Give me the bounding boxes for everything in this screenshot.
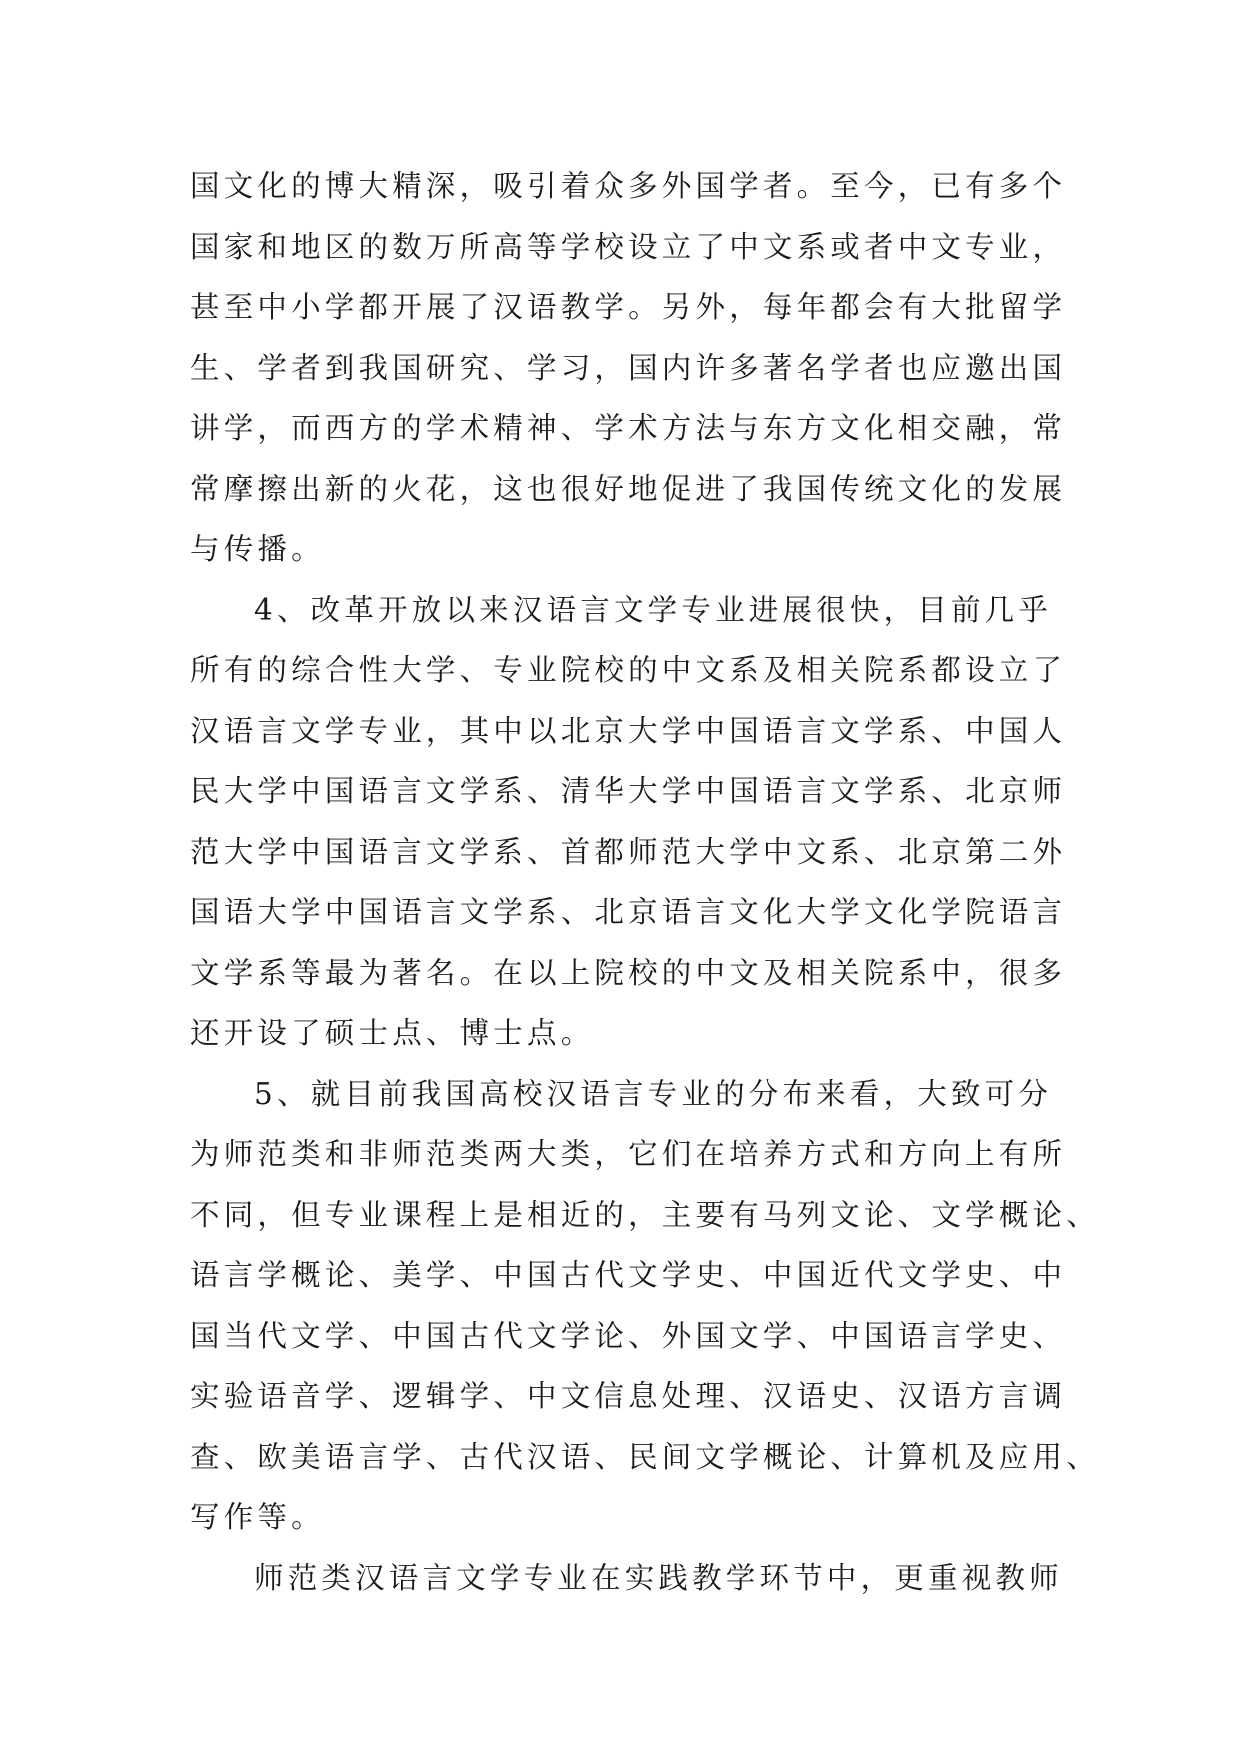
- text-line: 实验语音学、逻辑学、中文信息处理、汉语史、汉语方言调: [190, 1379, 1067, 1413]
- paragraph-first-line: 5、就目前我国高校汉语言专业的分布来看，大致可分: [254, 1076, 1053, 1111]
- text-line: 所有的综合性大学、专业院校的中文系及相关院系都设立了: [190, 653, 1067, 687]
- text-line: 常摩擦出新的火花，这也很好地促进了我国传统文化的发展: [190, 471, 1067, 506]
- text-line: 写作等。: [190, 1500, 325, 1534]
- text-line: 汉语言文学专业，其中以北京大学中国语言文学系、中国人: [190, 713, 1067, 748]
- text-line: 查、欧美语言学、古代汉语、民间文学概论、计算机及应用、: [190, 1439, 1100, 1474]
- text-line: 国当代文学、中国古代文学论、外国文学、中国语言学史、: [190, 1318, 1067, 1353]
- text-line: 文学系等最为著名。在以上院校的中文及相关院系中，很多: [190, 955, 1067, 990]
- text-line: 还开设了硕士点、博士点。: [190, 1016, 595, 1050]
- text-line: 语言学概论、美学、中国古代文学史、中国近代文学史、中: [190, 1258, 1067, 1292]
- text-line: 讲学，而西方的学术精神、学术方法与东方文化相交融，常: [190, 411, 1067, 445]
- text-line: 不同，但专业课程上是相近的，主要有马列文论、文学概论、: [190, 1197, 1100, 1232]
- text-line: 生、学者到我国研究、学习，国内许多著名学者也应邀出国: [190, 350, 1067, 385]
- text-line: 国语大学中国语言文学系、北京语言文化大学文化学院语言: [190, 895, 1067, 929]
- text-line: 与传播。: [190, 532, 325, 566]
- text-line: 甚至中小学都开展了汉语教学。另外，每年都会有大批留学: [190, 290, 1067, 324]
- text-line: 民大学中国语言文学系、清华大学中国语言文学系、北京师: [190, 774, 1067, 808]
- text-line: 国家和地区的数万所高等学校设立了中文系或者中文专业，: [190, 229, 1067, 264]
- text-line: 国文化的博大精深，吸引着众多外国学者。至今，已有多个: [190, 169, 1067, 203]
- body-text: [190, 156, 1100, 1608]
- text-line: 为师范类和非师范类两大类，它们在培养方式和方向上有所: [190, 1137, 1067, 1171]
- text-line: 范大学中国语言文学系、首都师范大学中文系、北京第二外: [190, 834, 1067, 869]
- paragraph-first-line: 师范类汉语言文学专业在实践教学环节中，更重视教师: [254, 1560, 1063, 1595]
- paragraph-first-line: 4、改革开放以来汉语言文学专业进展很快，目前几乎: [254, 592, 1053, 627]
